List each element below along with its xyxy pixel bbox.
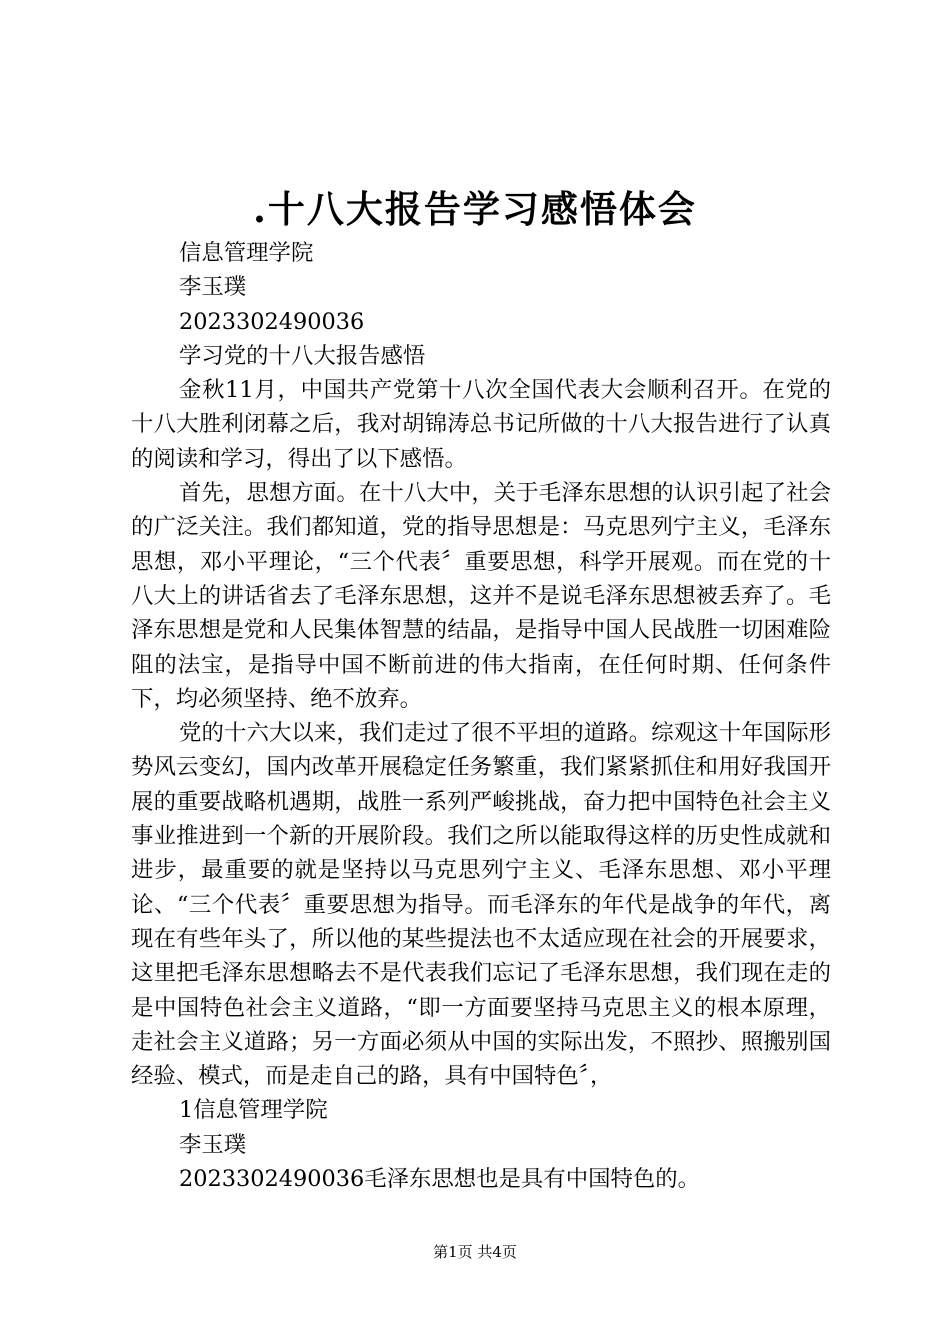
trailer-author-line: 李玉璞 xyxy=(179,1131,247,1158)
page-title: .十八大报告学习感悟体会 xyxy=(253,187,697,231)
department-line: 信息管理学院 xyxy=(179,240,314,266)
page-number: 第1页 共4页 xyxy=(433,1243,517,1261)
subtitle-line: 学习党的十八大报告感悟 xyxy=(179,342,426,369)
paragraph: 金秋11月，中国共产党第十八次全国代表大会顺利召开。在党的十八大胜利闭幕之后，我对胡锦涛总书记所做的十八大报告进行了认真的阅读和学习，得出了以下感悟。 xyxy=(131,377,831,472)
student-id-line: 2023302490036 xyxy=(179,308,365,335)
paragraph: 党的十六大以来，我们走过了很不平坦的道路。综观这十年国际形势风云变幻，国内改革开展稳定任务繁重，我们紧紧抓住和用好我国开展的重要战略机遇期，战胜一系列严峻挑战，奋力把中国特色社会主义事业推进到一个新的开展阶段。我们之所以能取得这样的历史性成就和进步，最重要的就是坚持以马克思列宁主义、毛泽东思想、邓小平理论、“三个代表〞重要思想为指导。而毛泽东的年代是战争的年代，离现在有些年头了，所以他的某些提法也不太适应现在社会的开展要求，这里把毛泽东思想略去不是代表我们忘记了毛泽东思想，我们现在走的是中国特色社会主义道路，“即一方面要坚持马克思主义的根本原理，走社会主义道路；另一方面必须从中国的实际出发，不照抄、照搬别国经验、模式，而是走自己的路，具有中国特色〞， xyxy=(131,720,831,1090)
paragraph: 首先，思想方面。在十八大中，关于毛泽东思想的认识引起了社会的广泛关注。我们都知道，党的指导思想是：马克思列宁主义，毛泽东思想，邓小平理论，“三个代表〞重要思想，科学开展观。而在党的十八大上的讲话省去了毛泽东思想，这并不是说毛泽东思想被丢弃了。毛泽东思想是党和人民集体智慧的结晶，是指导中国人民战胜一切困难险阻的法宝，是指导中国不断前进的伟大指南，在任何时期、任何条件下，均必须坚持、绝不放弃。 xyxy=(131,480,831,712)
author-line: 李玉璞 xyxy=(179,274,247,301)
trailer-department-line: 1信息管理学院 xyxy=(179,1097,328,1124)
document-body xyxy=(131,236,831,1196)
trailer-id-line: 2023302490036毛泽东思想也是具有中国特色的。 xyxy=(179,1166,701,1193)
